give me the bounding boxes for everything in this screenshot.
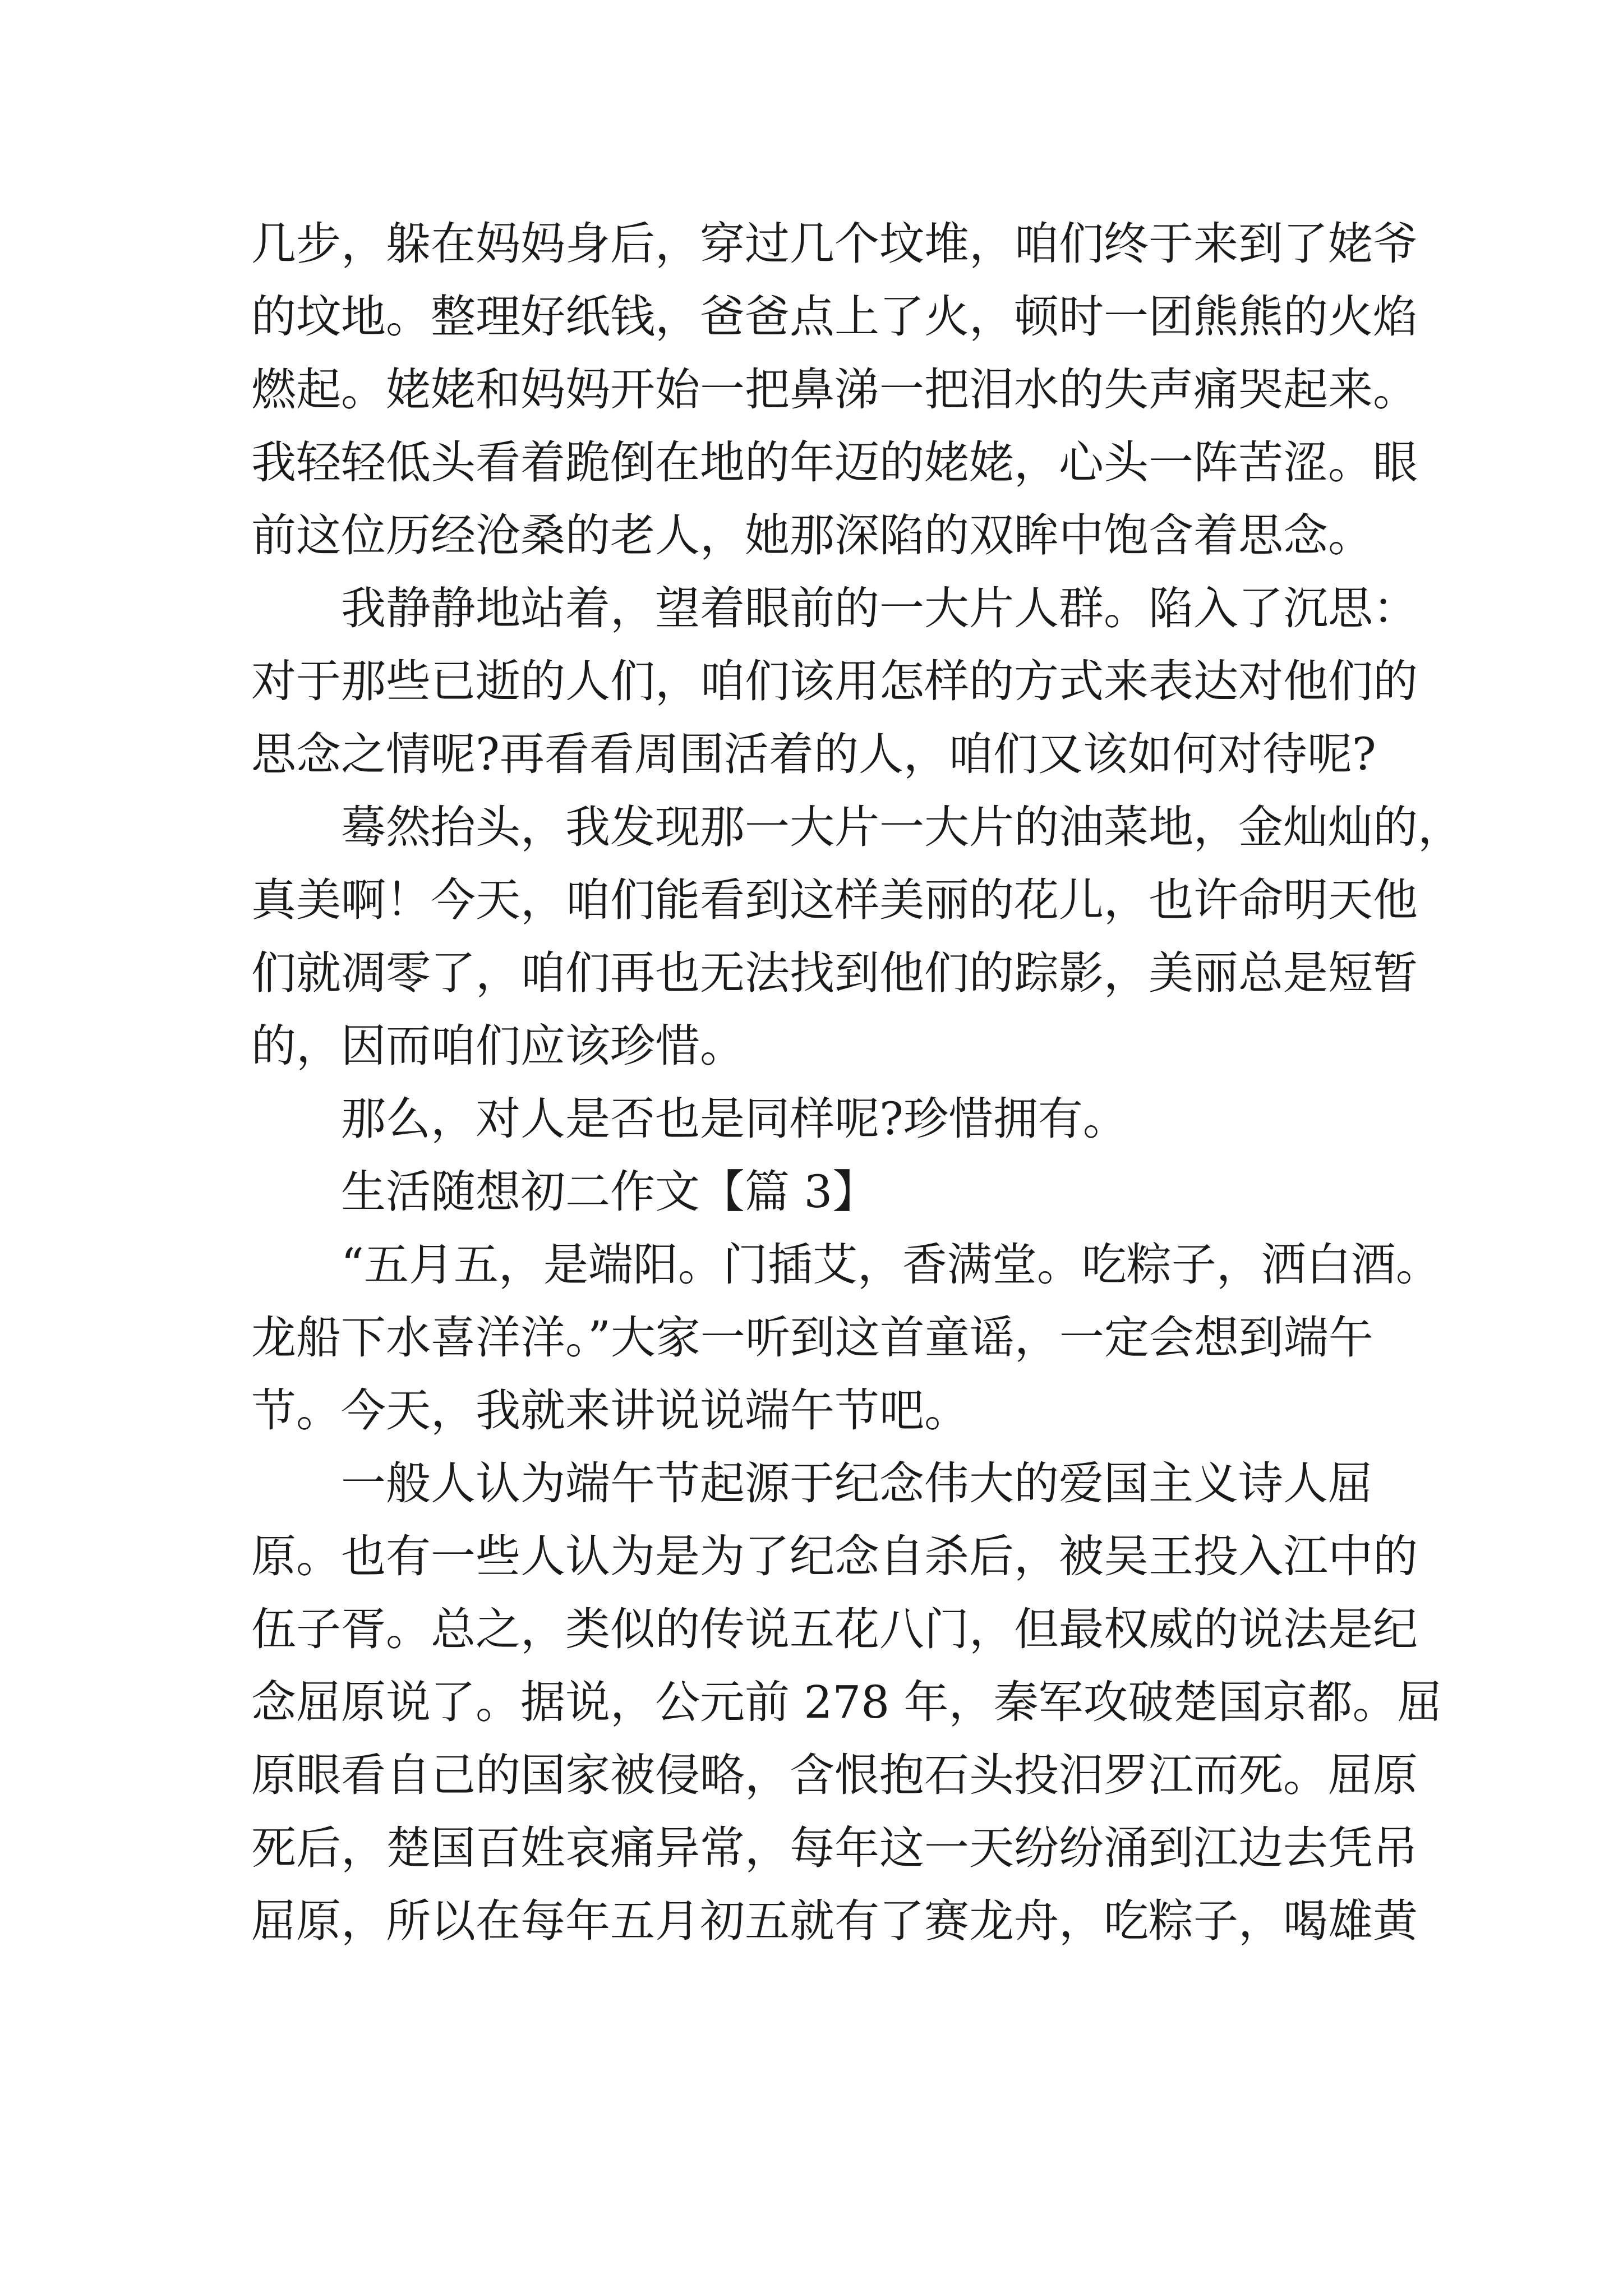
text-line: 们就凋零了，咱们再也无法找到他们的踪影，美丽总是短暂: [251, 947, 1418, 999]
text-line: 前这位历经沧桑的老人，她那深陷的双眸中饱含着思念。: [251, 509, 1373, 562]
text-line: 死后，楚国百姓哀痛异常，每年这一天纷纷涌到江边去凭吊: [251, 1822, 1418, 1874]
text-line: 的，因而咱们应该珍惜。: [251, 1020, 745, 1072]
text-line: 念屈原说了。据说，公元前 278 年，秦军攻破楚国京都。屈: [251, 1676, 1442, 1728]
text-line: 蓦然抬头，我发现那一大片一大片的油菜地，金灿灿的，: [341, 801, 1463, 853]
text-line: 几步，躲在妈妈身后，穿过几个坟堆，咱们终于来到了姥爷: [251, 218, 1418, 270]
text-line: 一般人认为端午节起源于纪念伟大的爱国主义诗人屈: [341, 1457, 1373, 1510]
essay-text-body: [251, 208, 1463, 1958]
text-line: 节。今天，我就来讲说说端午节吧。: [251, 1384, 969, 1437]
text-line: 原。也有一些人认为是为了纪念自杀后，被吴王投入江中的: [251, 1530, 1418, 1582]
text-line: 龙船下水喜洋洋。”大家一听到这首童谣，一定会想到端午: [251, 1312, 1373, 1364]
text-line: 原眼看自己的国家被侵略，含恨抱石头投汨罗江而死。屈原: [251, 1749, 1418, 1801]
text-line: “五月五，是端阳。门插艾，香满堂。吃粽子，洒白酒。: [341, 1239, 1441, 1291]
text-line: 燃起。姥姥和妈妈开始一把鼻涕一把泪水的失声痛哭起来。: [251, 364, 1418, 416]
text-line: 思念之情呢?再看看周围活着的人，咱们又该如何对待呢?: [251, 728, 1376, 780]
text-line: 伍子胥。总之，类似的传说五花八门，但最权威的说法是纪: [251, 1603, 1418, 1655]
text-line: 那么，对人是否也是同样呢?珍惜拥有。: [341, 1093, 1128, 1145]
text-line: 生活随想初二作文【篇 3】: [341, 1166, 878, 1218]
text-line: 真美啊！今天，咱们能看到这样美丽的花儿，也许命明天他: [251, 874, 1418, 926]
text-line: 对于那些已逝的人们，咱们该用怎样的方式来表达对他们的: [251, 655, 1418, 707]
text-line: 的坟地。整理好纸钱，爸爸点上了火，顿时一团熊熊的火焰: [251, 291, 1418, 343]
text-line: 我静静地站着，望着眼前的一大片人群。陷入了沉思：: [341, 582, 1418, 634]
text-line: 屈原，所以在每年五月初五就有了赛龙舟，吃粽子，喝雄黄: [251, 1895, 1418, 1947]
text-line: 我轻轻低头看着跪倒在地的年迈的姥姥，心头一阵苦涩。眼: [251, 436, 1418, 489]
